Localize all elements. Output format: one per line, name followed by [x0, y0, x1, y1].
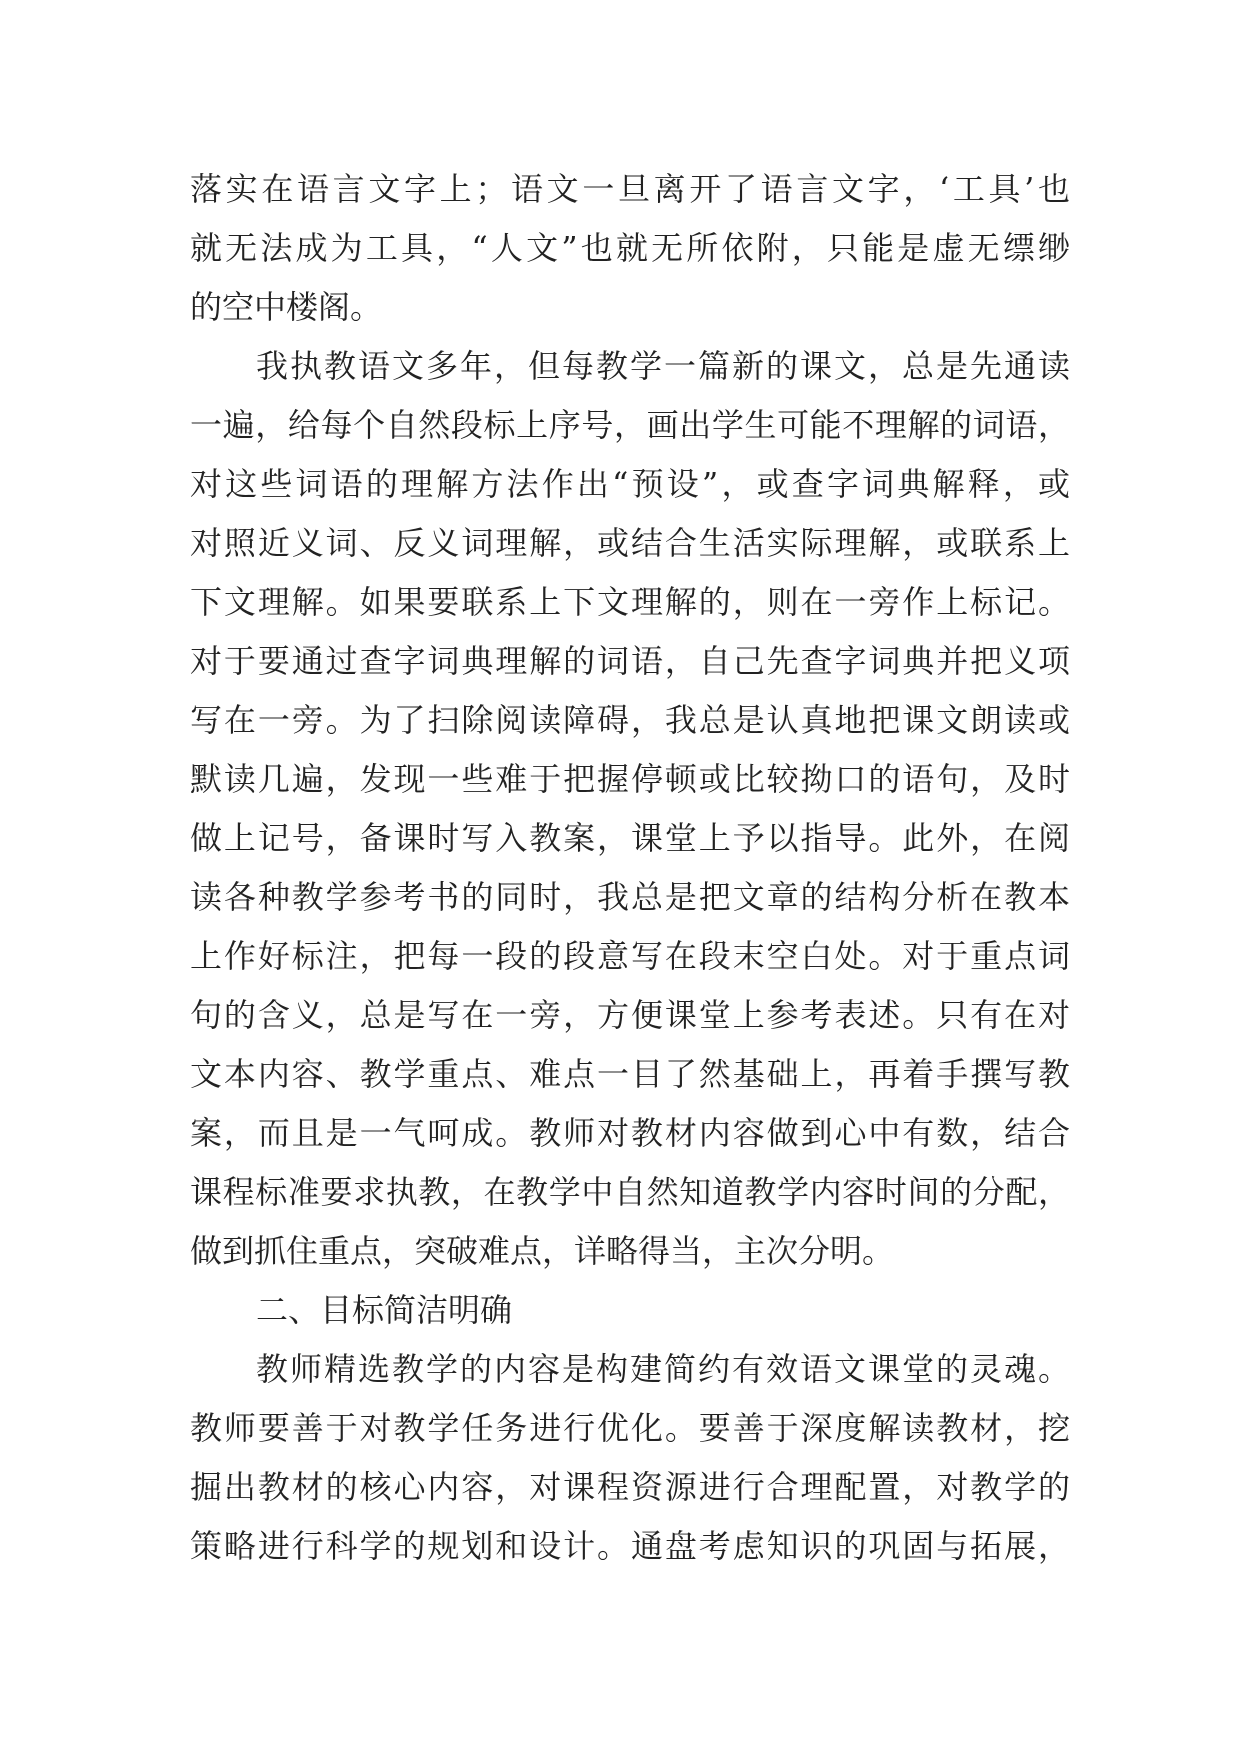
text-line: 课程标准要求执教，在教学中自然知道教学内容时间的分配， — [190, 1173, 1070, 1211]
text-line: 句的含义，总是写在一旁，方便课堂上参考表述。只有在对 — [190, 996, 1070, 1034]
paragraph-3 — [190, 1340, 1070, 1576]
text-line: 下文理解。如果要联系上下文理解的，则在一旁作上标记。 — [190, 583, 1070, 621]
text-line: 案，而且是一气呵成。教师对教材内容做到心中有数，结合 — [190, 1114, 1070, 1152]
text-line: 对于要通过查字词典理解的词语，自己先查字词典并把义项 — [190, 642, 1070, 680]
text-line: 教师精选教学的内容是构建简约有效语文课堂的灵魂。 — [256, 1350, 1070, 1388]
text-line: 对照近义词、反义词理解，或结合生活实际理解，或联系上 — [190, 524, 1070, 562]
text-line: 一遍，给每个自然段标上序号，画出学生可能不理解的词语， — [190, 406, 1070, 444]
paragraph-1 — [190, 160, 1070, 337]
document-body — [190, 160, 1070, 1576]
paragraph-2 — [190, 337, 1070, 1281]
text-line: 掘出教材的核心内容，对课程资源进行合理配置，对教学的 — [190, 1468, 1070, 1506]
section-heading — [190, 1281, 1070, 1340]
text-line: 我执教语文多年，但每教学一篇新的课文，总是先通读 — [256, 347, 1070, 385]
text-line: 做上记号，备课时写入教案，课堂上予以指导。此外，在阅 — [190, 819, 1070, 857]
text-line: 默读几遍，发现一些难于把握停顿或比较拗口的语句，及时 — [190, 760, 1070, 798]
text-line: 就无法成为工具，“人文”也就无所依附，只能是虚无缥缈 — [190, 229, 1070, 267]
text-line: 的空中楼阁。 — [190, 288, 383, 326]
text-line: 文本内容、教学重点、难点一目了然基础上，再着手撰写教 — [190, 1055, 1070, 1093]
text-line: 策略进行科学的规划和设计。通盘考虑知识的巩固与拓展， — [190, 1527, 1070, 1565]
text-line: 做到抓住重点，突破难点，详略得当，主次分明。 — [190, 1232, 895, 1270]
text-line: 写在一旁。为了扫除阅读障碍，我总是认真地把课文朗读或 — [190, 701, 1070, 739]
text-line: 读各种教学参考书的同时，我总是把文章的结构分析在教本 — [190, 878, 1070, 916]
text-line: 落实在语言文字上；语文一旦离开了语言文字，‘工具’也 — [190, 170, 1070, 208]
text-line: 教师要善于对教学任务进行优化。要善于深度解读教材，挖 — [190, 1409, 1070, 1447]
text-line: 对这些词语的理解方法作出“预设”，或查字词典解释，或 — [190, 465, 1070, 503]
heading-text: 二、目标简洁明确 — [256, 1291, 513, 1329]
text-line: 上作好标注，把每一段的段意写在段末空白处。对于重点词 — [190, 937, 1070, 975]
